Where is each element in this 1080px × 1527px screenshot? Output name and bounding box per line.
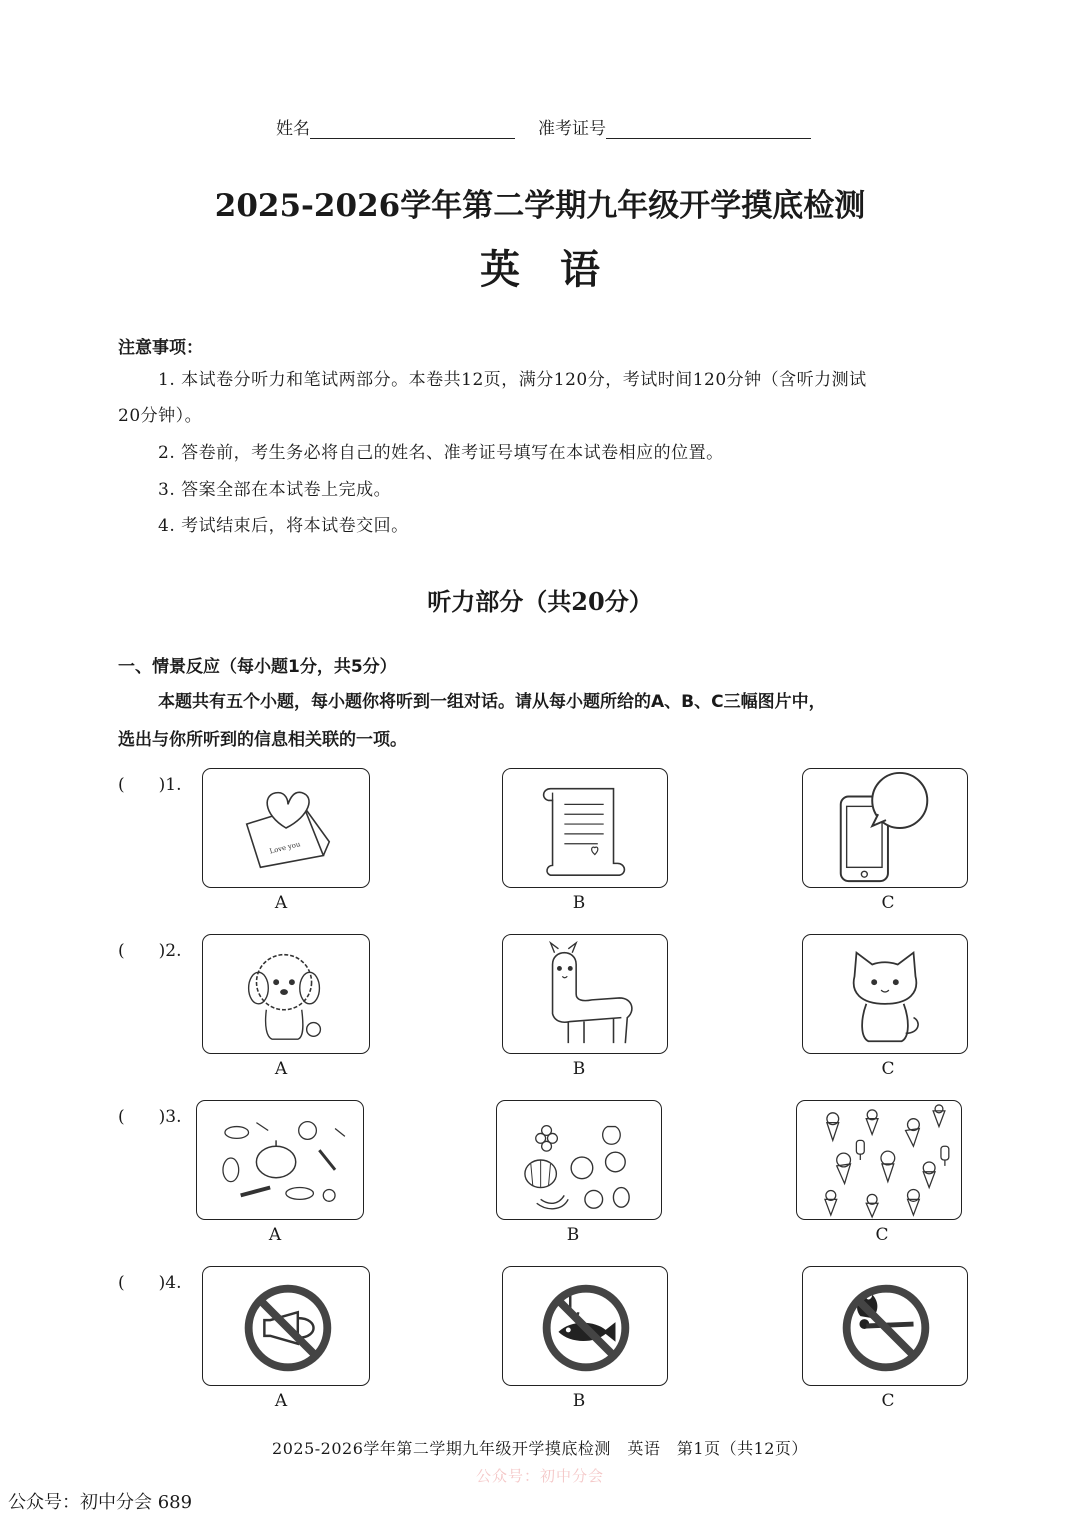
notice-item-4: 4. 考试结束后，将本试卷交回。 (158, 516, 409, 536)
q1-option-b-picture[interactable] (502, 768, 668, 888)
q2-label-b: B (572, 1059, 586, 1079)
section1-desc-line2: 选出与你所听到的信息相关联的一项。 (118, 730, 407, 750)
section1-heading: 一、情景反应（每小题1分，共5分） (118, 657, 397, 677)
listening-section-title: 听力部分（共20分） (427, 587, 653, 616)
q1-label-a: A (274, 893, 288, 913)
q3-label-c: C (875, 1225, 889, 1245)
question-3-number[interactable]: ( )3. (118, 1107, 182, 1127)
subject-title: 英 语 (480, 247, 600, 293)
name-blank[interactable] (310, 120, 515, 139)
letter-scroll-icon (503, 769, 667, 887)
q4-option-a-picture[interactable] (202, 1266, 370, 1386)
q4-label-a: A (274, 1391, 288, 1411)
q3-label-a: A (268, 1225, 282, 1245)
no-honking-icon (203, 1267, 369, 1385)
notice-item-1-cont: 20分钟）。 (118, 406, 203, 426)
q3-option-c-picture[interactable] (796, 1100, 962, 1220)
question-4-number[interactable]: ( )4. (118, 1273, 182, 1293)
q4-option-b-picture[interactable] (502, 1266, 668, 1386)
question-1-number[interactable]: ( )1. (118, 775, 182, 795)
notice-item-1: 1. 本试卷分听力和笔试两部分。本卷共12页，满分120分，考试时间120分钟（含听力测试 (158, 370, 867, 390)
page-footer: 2025-2026学年第二学期九年级开学摸底检测 英语 第1页（共12页） (272, 1439, 808, 1458)
q1-option-a-picture[interactable] (202, 768, 370, 888)
q1-label-b: B (572, 893, 586, 913)
q3-label-b: B (566, 1225, 580, 1245)
q2-label-a: A (274, 1059, 288, 1079)
dog-icon (203, 935, 369, 1053)
love-card-icon (203, 769, 369, 887)
q2-option-b-picture[interactable] (502, 934, 668, 1054)
question-2-number[interactable]: ( )2. (118, 941, 182, 961)
exam-id-field[interactable] (538, 114, 811, 139)
public-account-label: 公众号：初中分会 689 (8, 1492, 193, 1513)
q4-option-c-picture[interactable] (802, 1266, 968, 1386)
exam-title: 2025-2026学年第二学期九年级开学摸底检测 (214, 188, 866, 224)
name-field[interactable] (276, 114, 515, 139)
q1-label-c: C (881, 893, 895, 913)
no-fire-icon (803, 1267, 967, 1385)
section1-desc-line1: 本题共有五个小题，每小题你将听到一组对话。请从每小题所给的A、B、C三幅图片中， (158, 692, 826, 712)
q4-label-c: C (881, 1391, 895, 1411)
q3-option-a-picture[interactable] (196, 1100, 364, 1220)
cat-icon (803, 935, 967, 1053)
love-card-text: Love you (268, 840, 302, 856)
ice-cream-icon (797, 1101, 961, 1219)
name-label: 姓名 (276, 119, 310, 139)
notice-item-2: 2. 答卷前，考生务必将自己的姓名、准考证号填写在本试卷相应的位置。 (158, 443, 724, 463)
q1-option-c-picture[interactable] (802, 768, 968, 888)
q2-option-c-picture[interactable] (802, 934, 968, 1054)
watermark: 公众号：初中分会 (475, 1467, 604, 1485)
exam-id-blank[interactable] (606, 120, 811, 139)
q3-option-b-picture[interactable] (496, 1100, 662, 1220)
vegetables-icon (197, 1101, 363, 1219)
no-fishing-icon (503, 1267, 667, 1385)
fruits-icon (497, 1101, 661, 1219)
q4-label-b: B (572, 1391, 586, 1411)
phone-message-icon (803, 769, 967, 887)
q2-option-a-picture[interactable] (202, 934, 370, 1054)
notice-heading: 注意事项： (118, 338, 203, 358)
notice-item-3: 3. 答案全部在本试卷上完成。 (158, 480, 392, 500)
exam-id-label: 准考证号 (538, 119, 606, 139)
q2-label-c: C (881, 1059, 895, 1079)
alpaca-icon (503, 935, 667, 1053)
